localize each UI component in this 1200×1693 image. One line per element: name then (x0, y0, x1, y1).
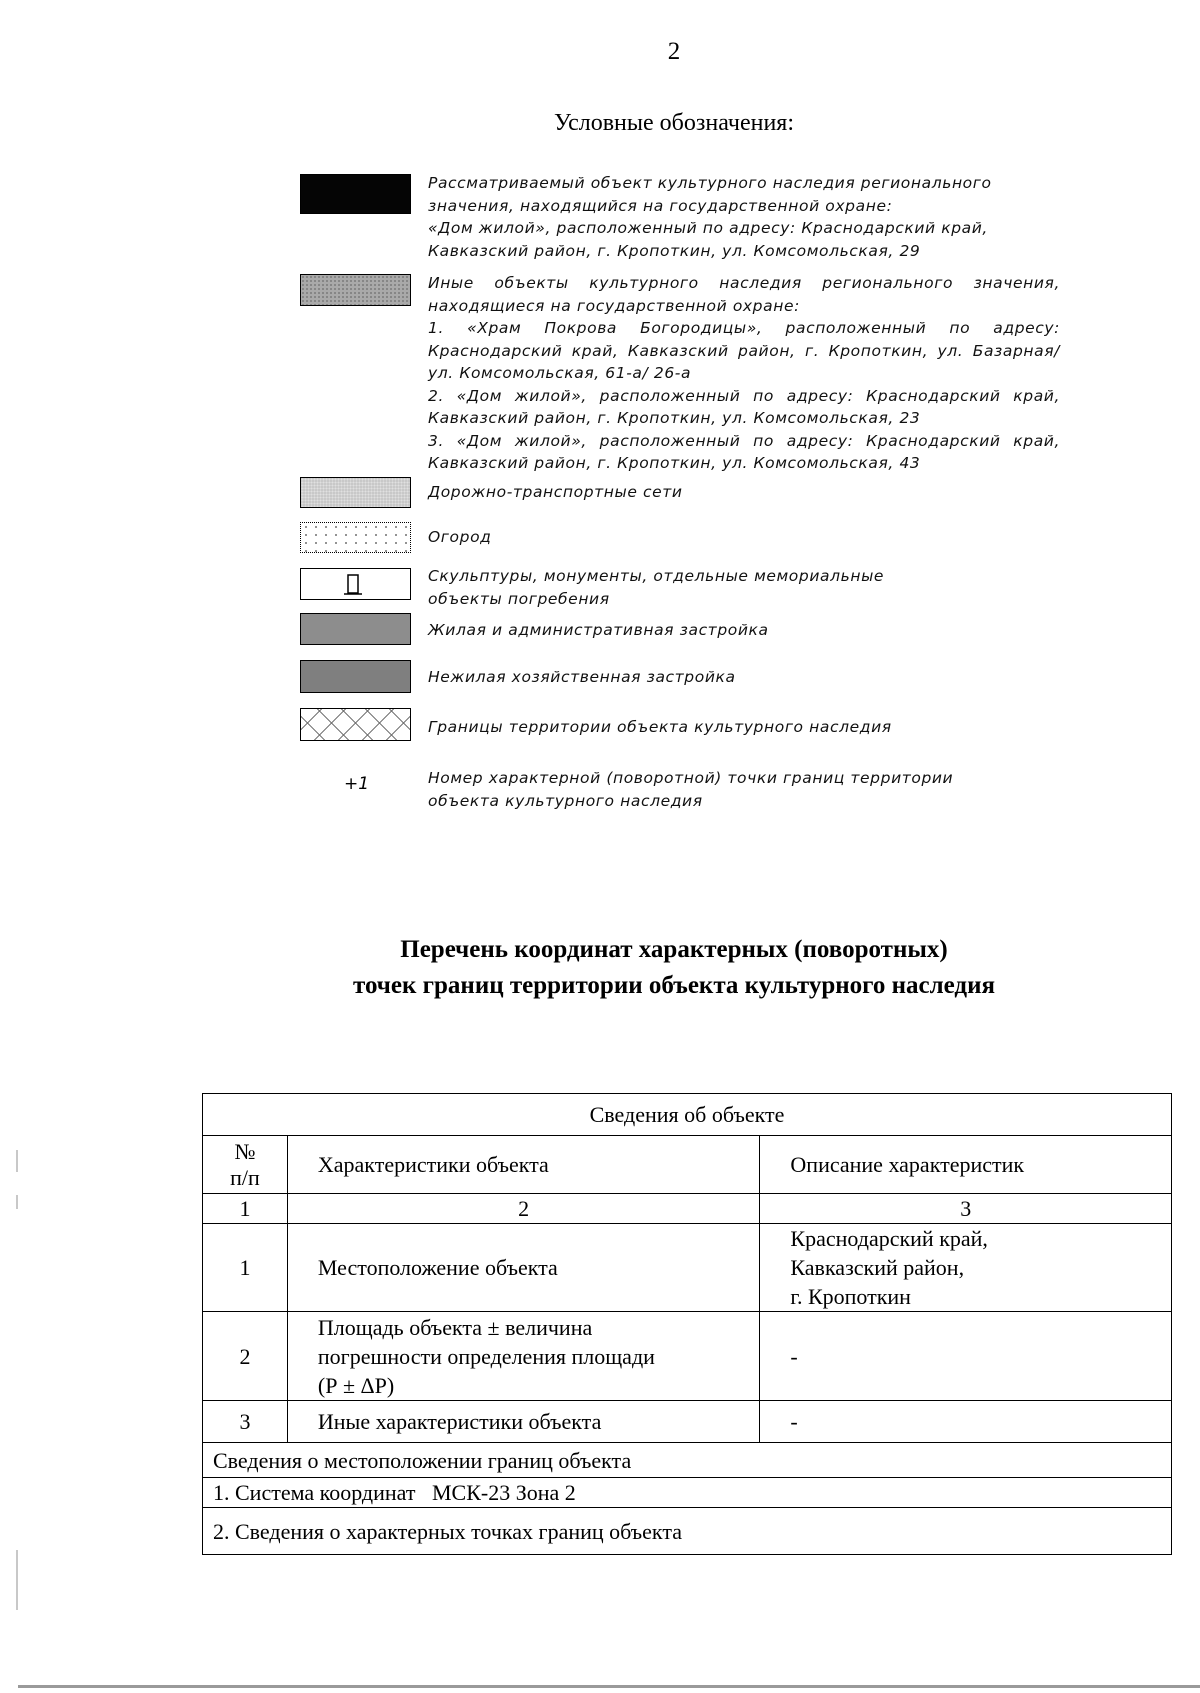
legend (0, 0, 1200, 820)
gray-swatch-icon (300, 660, 411, 693)
row-characteristic: Местоположение объекта (287, 1224, 760, 1312)
table-heading-line2: точек границ территории объекта культурного наследия (353, 972, 995, 999)
cross-hatch-swatch-icon (300, 708, 411, 741)
row-description: - (760, 1401, 1172, 1443)
column-number-row (203, 1194, 1172, 1224)
column-number: 2 (287, 1194, 760, 1224)
scan-artifact (16, 1150, 18, 1172)
object-info-table (202, 1093, 1172, 1555)
header-description: Описание характеристик (760, 1136, 1172, 1194)
legend-text: Номер характерной (поворотной) точки границ территории объекта культурного наследия (428, 769, 954, 810)
row-description: Краснодарский край, Кавказский район, г. Кропоткин (760, 1224, 1172, 1312)
scan-artifact (16, 1195, 18, 1209)
legend-text: Огород (428, 528, 492, 546)
column-number: 1 (203, 1194, 288, 1224)
legend-title: Условные обозначения: (553, 110, 795, 136)
table-row (203, 1224, 1172, 1312)
legend-text: Дорожно-транспортные сети (428, 483, 683, 501)
boundary-title: Сведения о местоположении границ объекта (203, 1443, 1172, 1478)
table-row (203, 1312, 1172, 1401)
monument-swatch-icon (300, 568, 411, 600)
point-marker-icon: +1 (344, 774, 370, 794)
row-characteristic: Иные характеристики объекта (287, 1401, 760, 1443)
header-characteristic: Характеристики объекта (287, 1136, 760, 1194)
dotted-swatch-icon (300, 522, 411, 553)
page-bottom-edge (18, 1685, 1200, 1688)
legend-text: Нежилая хозяйственная застройка (428, 668, 736, 686)
table-title: Сведения об объекте (203, 1094, 1172, 1136)
row-characteristic: Площадь объекта ± величина погрешности определения площади (Р ± ΔР) (287, 1312, 760, 1401)
legend-text: Скульптуры, монументы, отдельные мемориальные объекты погребения (428, 567, 885, 608)
legend-text: Рассматриваемый объект культурного наследия регионального значения, находящийся на государственной охране: «Дом жилой», расположенный по адресу: Краснодарский край, Кавказский район, г. Кропоткин, ул. Комсомольская, 29 (428, 174, 992, 260)
row-number: 1 (203, 1224, 288, 1312)
table-heading-line1: Перечень координат характерных (поворотных) (400, 936, 948, 963)
row-description: - (760, 1312, 1172, 1401)
coordinate-system: 1. Система координат МСК-23 Зона 2 (203, 1478, 1172, 1508)
row-number: 3 (203, 1401, 288, 1443)
dark-gray-swatch-icon (300, 274, 411, 306)
table-title-row (203, 1094, 1172, 1136)
legend-text: Жилая и административная застройка (428, 621, 769, 639)
boundary-title-row (203, 1443, 1172, 1478)
medium-gray-swatch-icon (300, 613, 411, 645)
page-number: 2 (667, 38, 681, 65)
light-gray-swatch-icon (300, 477, 411, 508)
legend-text: Границы территории объекта культурного наследия (428, 718, 892, 736)
points-title-row (203, 1508, 1172, 1555)
monument-symbol-icon (301, 569, 410, 599)
header-number: № п/п (203, 1136, 288, 1194)
legend-text: Иные объекты культурного наследия регионального значения, находящиеся на государственной охране: 1. «Храм Покрова Богородицы», расположенный по адресу: Краснодарский край, Кавказский район, г. Кропоткин, ул. Базарная/ ул. Комсомольская, 61-а/ 26-а 2. «Дом жилой», расположенный по адресу: Краснодарский край, Кавказский район, г. Кропоткин, ул. Комсомольская, 23 3. «Дом жилой», расположенный по адресу: Краснодарский край, Кавказский район, г. Кропоткин, ул. Комсомольская, 43 (428, 274, 1060, 472)
row-number: 2 (203, 1312, 288, 1401)
scan-artifact (16, 1550, 18, 1610)
coordinate-system-row (203, 1478, 1172, 1508)
column-number: 3 (760, 1194, 1172, 1224)
points-title: 2. Сведения о характерных точках границ объекта (203, 1508, 1172, 1555)
table-heading (300, 932, 1048, 1004)
table-row (203, 1401, 1172, 1443)
black-swatch-icon (300, 174, 411, 214)
table-header-row (203, 1136, 1172, 1194)
